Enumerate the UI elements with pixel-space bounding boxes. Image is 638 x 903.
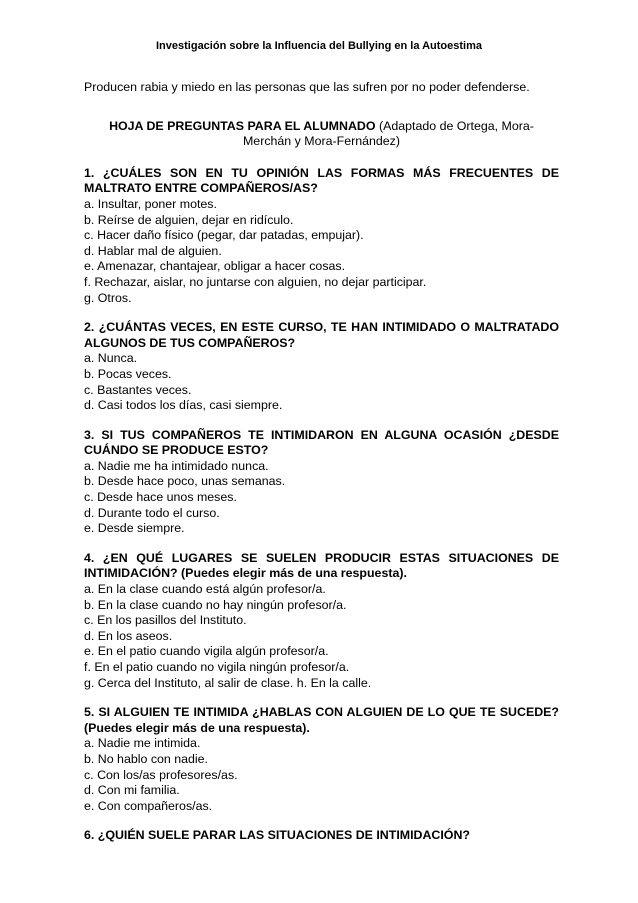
answer-options [84, 197, 559, 306]
answer-option: d. Con mi familia. [84, 783, 180, 798]
question-title [84, 551, 559, 582]
answer-options [84, 736, 559, 814]
question-title [84, 705, 559, 736]
answer-option: b. Desde hace poco, unas semanas. [84, 474, 286, 489]
question-title-text: 2. ¿CUÁNTAS VECES, EN ESTE CURSO, TE HAN INTIMIDADO O MALTRATADO ALGUNOS DE TUS COMPAÑEROS? [84, 320, 559, 350]
question-title [84, 828, 559, 844]
answer-option: c. Bastantes veces. [84, 382, 192, 397]
answer-option: c. En los pasillos del Instituto. [84, 613, 247, 628]
answer-option: e. Con compañeros/as. [84, 798, 213, 813]
answer-option: f. Rechazar, aislar, no juntarse con alguien, no dejar participar. [84, 274, 427, 289]
answer-option: a. Nadie me intimida. [84, 736, 201, 751]
answer-options [84, 582, 559, 691]
answer-option: d. En los aseos. [84, 628, 173, 643]
answer-options [84, 351, 559, 413]
answer-option: a. Insultar, poner motes. [84, 196, 217, 211]
question-title-text: 4. ¿EN QUÉ LUGARES SE SUELEN PRODUCIR ESTAS SITUACIONES DE INTIMIDACIÓN? [84, 550, 559, 581]
questionnaire-title-bold: HOJA DE PREGUNTAS PARA EL ALUMNADO [109, 118, 376, 133]
question-title-text: 3. SI TUS COMPAÑEROS TE INTIMIDARON EN ALGUNA OCASIÓN ¿DESDE CUÁNDO SE PRODUCE ESTO? [84, 427, 559, 458]
answer-option: f. En el patio cuando no vigila ningún profesor/a. [84, 660, 350, 674]
questionnaire-title-source: (Adaptado de Ortega, Mora-Merchán y Mora-Fernández) [242, 118, 534, 149]
answer-option: g. Otros. [84, 290, 132, 305]
answer-option: a. Nadie me ha intimidado nunca. [84, 458, 269, 473]
answer-option: d. Hablar mal de alguien. [84, 243, 222, 258]
question-subtitle: (Puedes elegir más de una respuesta). [177, 566, 407, 581]
answer-option: e. En el patio cuando vigila algún profesor/a. [84, 644, 329, 659]
question-6 [84, 828, 559, 844]
question-5 [84, 705, 559, 814]
answer-option: b. Pocas veces. [84, 366, 172, 381]
question-3 [84, 428, 559, 537]
answer-option: c. Con los/as profesores/as. [84, 767, 238, 782]
answer-option: d. Casi todos los días, casi siempre. [84, 398, 283, 413]
answer-option: e. Desde siempre. [84, 521, 185, 536]
question-title-text: 5. SI ALGUIEN TE INTIMIDA ¿HABLAS CON ALGUIEN DE LO QUE TE SUCEDE? [84, 705, 559, 720]
answer-option: e. Amenazar, chantajear, obligar a hacer cosas. [84, 259, 346, 274]
document-body [84, 80, 559, 844]
answer-option: b. Reírse de alguien, dejar en ridículo. [84, 212, 294, 227]
question-title-text: 1. ¿CUÁLES SON EN TU OPINIÓN LAS FORMAS MÁS FRECUENTES DE MALTRATO ENTRE COMPAÑEROS/AS? [84, 165, 559, 196]
answer-option: c. Desde hace unos meses. [84, 490, 237, 505]
questionnaire-title [84, 119, 559, 150]
question-title [84, 320, 559, 351]
answer-option: b. En la clase cuando no hay ningún profesor/a. [84, 597, 347, 612]
question-4 [84, 551, 559, 691]
answer-option: a. Nunca. [84, 351, 138, 366]
answer-option: d. Durante todo el curso. [84, 505, 220, 520]
answer-option: g. Cerca del Instituto, al salir de clase. h. En la calle. [84, 675, 372, 690]
answer-option: a. En la clase cuando está algún profesor/a. [84, 582, 326, 597]
question-1 [84, 166, 559, 306]
question-2 [84, 320, 559, 414]
intro-paragraph: Producen rabia y miedo en las personas que las sufren por no poder defenderse. [84, 80, 530, 94]
question-title-text: 6. ¿QUIÉN SUELE PARAR LAS SITUACIONES DE INTIMIDACIÓN? [84, 828, 470, 843]
running-header: Investigación sobre la Influencia del Bullying en la Autoestima [156, 40, 482, 52]
answer-option: b. No hablo con nadie. [84, 751, 208, 766]
answer-option: c. Hacer daño físico (pegar, dar patadas, empujar). [84, 228, 364, 243]
question-title [84, 428, 559, 459]
question-subtitle: (Puedes elegir más de una respuesta). [84, 720, 310, 735]
question-title [84, 166, 559, 197]
answer-options [84, 459, 559, 537]
